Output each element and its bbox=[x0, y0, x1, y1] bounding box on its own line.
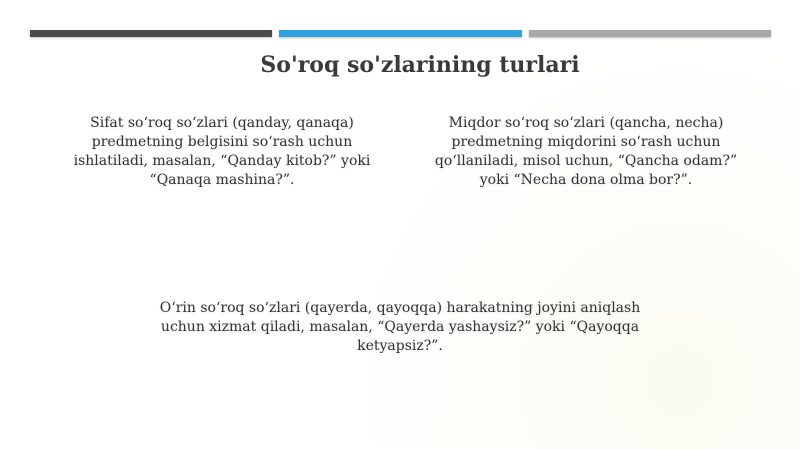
accent-bar-dark bbox=[30, 30, 272, 37]
slide-title: So'roq so'zlarining turlari bbox=[260, 52, 580, 78]
header-accent-bars bbox=[30, 30, 771, 37]
accent-bar-blue bbox=[279, 30, 522, 37]
accent-bar-gray bbox=[529, 30, 771, 37]
text-block-orin: O‘rin so‘roq so‘zlari (qayerda, qayoqqa) harakatning joyini aniqlash uchun xizmat qiladi, masalan, “Qayerda yashaysiz?” yoki “Qayoqqa ketyapsiz?”. bbox=[159, 300, 641, 354]
text-block-miqdor: Miqdor so‘roq so‘zlari (qancha, necha) predmetning miqdorini so‘rash uchun qo‘llaniladi, misol uchun, “Qancha odam?” yoki “Necha dona olma bor?”. bbox=[434, 115, 738, 188]
text-block-sifat: Sifat so‘roq so‘zlari (qanday, qanaqa) predmetning belgisini so‘rash uchun ishlatiladi, masalan, “Qanday kitob?” yoki “Qanaqa mashina?”. bbox=[73, 115, 371, 188]
